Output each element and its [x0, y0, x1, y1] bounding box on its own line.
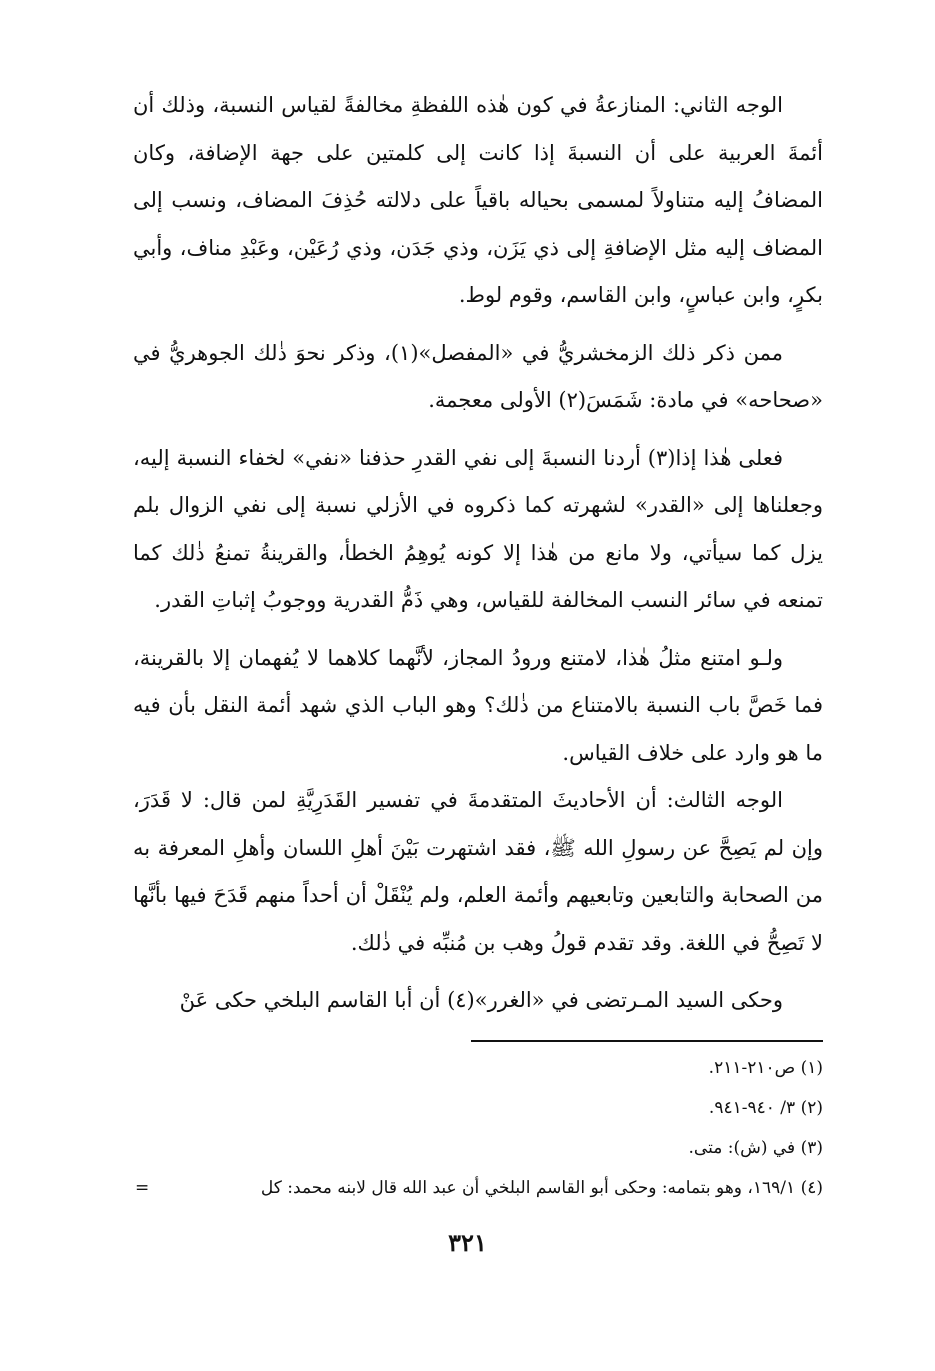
footnote-4-text: (٤) ١٦٩/١، وهو بتمامه: وحكى أبو القاسم البلخي أن عبد الله قال لابنه محمد: كل	[260, 1178, 823, 1198]
page-number: ٣٢١	[448, 1228, 487, 1257]
footnotes	[133, 1048, 823, 1208]
main-text	[133, 82, 823, 1035]
paragraph-majaz: ولـو امتنع مثلُ هٰذا، لامتنع ورودُ المجاز، لأنَّهما كلاهما لا يُفهمان إلا بالقرينة، فما خَصَّ باب النسبة بالامتناع من ذٰلك؟ وهو الباب الذي شهد أئمة النقل بأن فيه ما هو وارد على خلاف القياس.	[133, 645, 823, 765]
paragraph-negation-of-qadar: فعلى هٰذا إذا(٣) أردنا النسبةَ إلى نفي القدرِ حذفنا «نفي» لخفاء النسبة إليه، وجعلناها إلى «القدر» لشهرته كما ذكروه في الأزلي نسبة إلى نفي الزوال بلم يزل كما سيأتي، ولا مانع من هٰذا إلا كونه يُوهِمُ الخطأ، والقرينةُ تمنعُ ذٰلك كما تمنعه في سائر النسب المخالفة للقياس، وهي ذَمُّ القدرية ووجوبُ إثباتِ القدر.	[133, 445, 823, 612]
paragraph-third-aspect: الوجه الثالث: أن الأحاديثَ المتقدمةَ في تفسير القَدَرِيَّةِ لمن قال: لا قَدَرَ، وإن لم يَصِحَّ عن رسولِ الله ﷺ، فقد اشتهرت بَيْنَ أهلِ اللسان وأهلِ المعرفة به من الصحابة والتابعين وتابعيهم وأئمة العلم، ولم يُنْقَلْ أن أحداً منهم قَدَحَ فيها بأنَّها لا تَصِحُّ في اللغة. وقد تقدم قولُ وهب بن مُنبِّه في ذٰلك.	[133, 788, 823, 955]
paragraph-murtada: وحكى السيد المـرتضى في «الغرر»(٤) أن أبا القاسم البلخي حكى عَنْ	[179, 988, 783, 1012]
footnote-4	[133, 1168, 823, 1208]
footnote-divider	[471, 1040, 823, 1042]
paragraph-zamakhshari: ممن ذكر ذلك الزمخشريُّ في «المفصل»(١)، وذكر نحوَ ذٰلك الجوهريُّ في «صحاحه» في مادة: شَمَسَ(٢) الأولى معجمة.	[133, 340, 823, 412]
paragraph-second-aspect: الوجه الثاني: المنازعةُ في كون هٰذه اللفظةِ مخالفةً لقياس النسبة، وذلك أن أئمةَ العربية على أن النسبةَ إذا كانت إلى كلمتين على جهة الإضافة، وكان المضافُ إليه متناولاً لمسمى بحياله باقياً على دلالته حُذِفَ المضاف، ونسب إلى المضاف إليه مثل الإضافةِ إلى ذي يَزَن، وذي جَدَن، وذي رُعَيْن، وعَبْدِ مناف، وأبي بكرٍ، وابن عباسٍ، وابن القاسم، وقوم لوط.	[133, 93, 823, 307]
continuation-mark: =	[135, 1178, 150, 1198]
footnote-1: (١) ص٢١٠-٢١١.	[708, 1058, 823, 1078]
footnote-2: (٢) ٣/ ٩٤٠-٩٤١.	[708, 1098, 823, 1118]
footnote-3: (٣) في (ش): متى.	[688, 1138, 823, 1158]
